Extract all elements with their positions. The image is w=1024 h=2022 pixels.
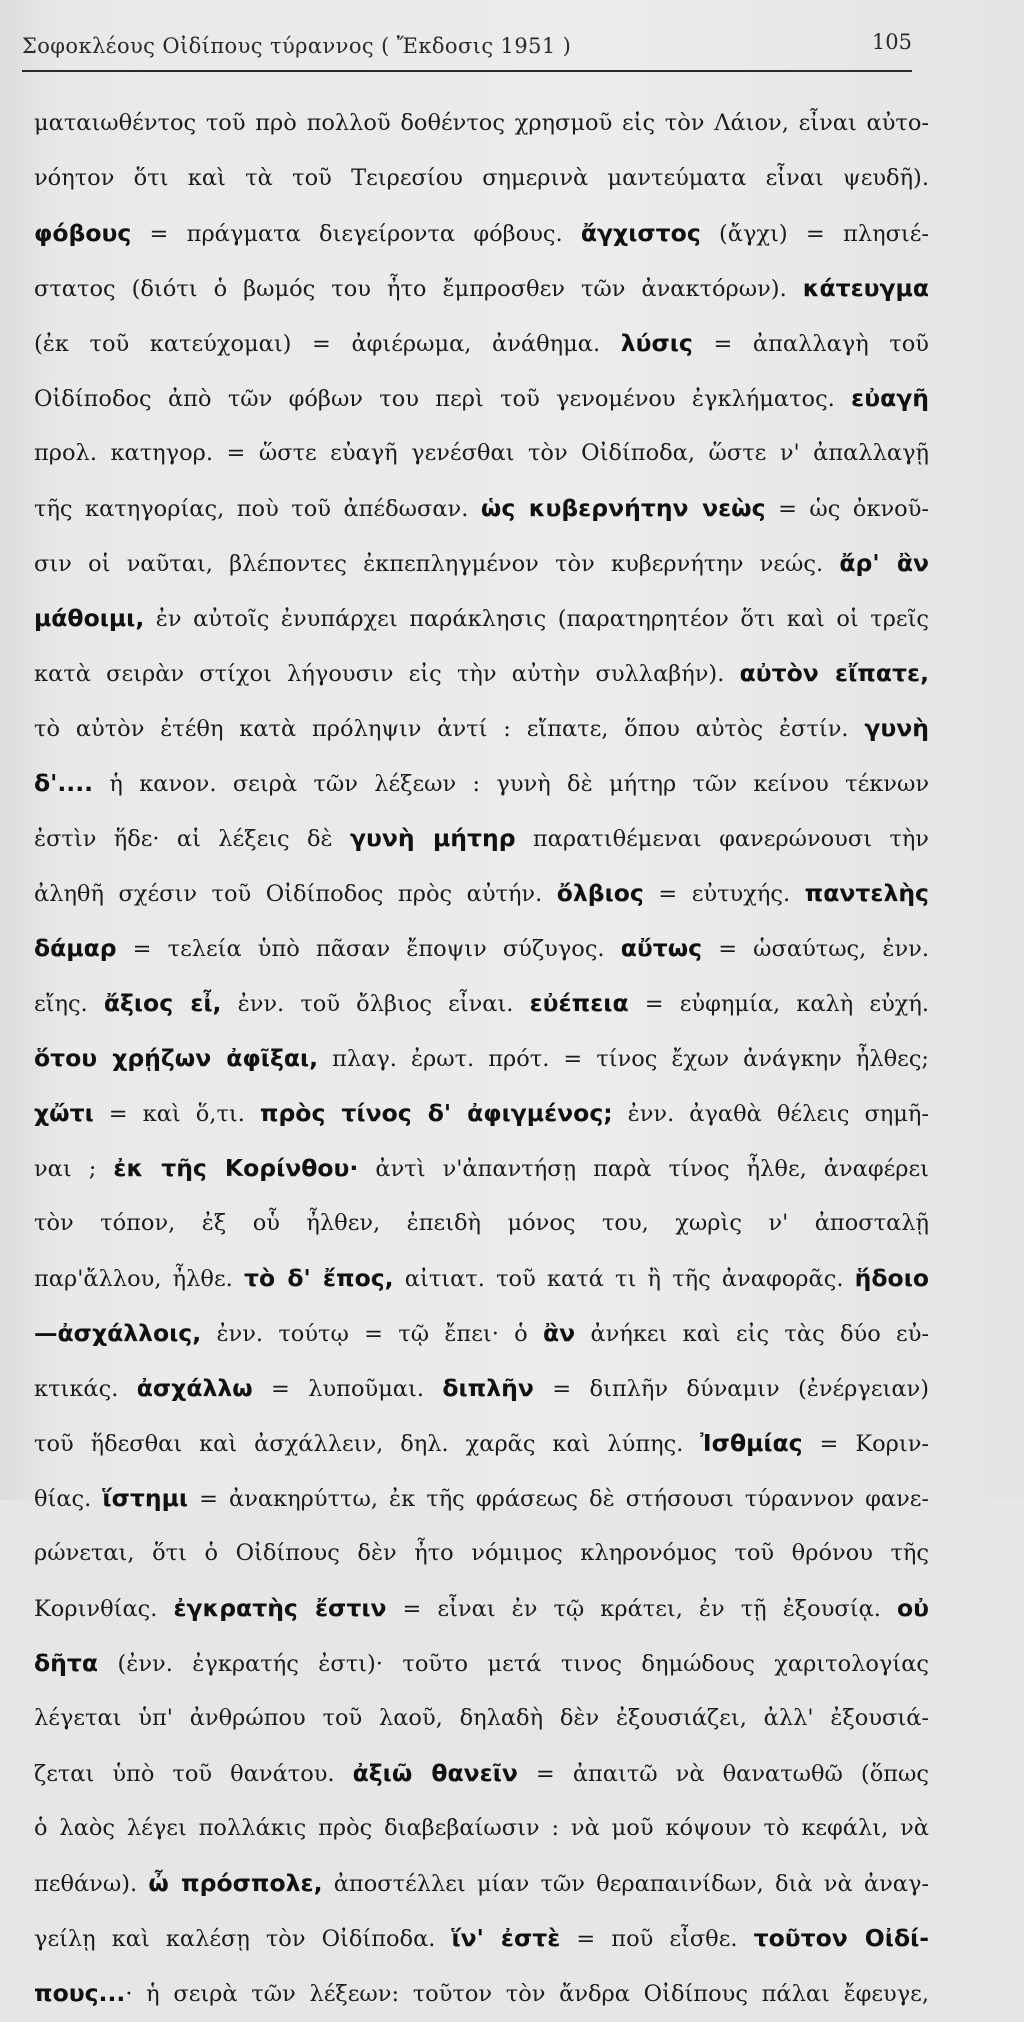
lemma-term: τὸ δ' ἔπος, xyxy=(243,1264,394,1292)
lemma-term: ἂν xyxy=(543,1319,576,1347)
text-line xyxy=(34,1911,929,1966)
lemma-term: ὡς κυβερνήτην νεὼς xyxy=(480,494,766,522)
gloss-text: ναι ; xyxy=(34,1156,114,1182)
gloss-text: παρ'ἄλλου, ἦλθε. xyxy=(34,1266,244,1292)
gloss-text: ἀληθῆ σχέσιν τοῦ Οἰδίποδος πρὸς αὐτήν. xyxy=(34,881,557,907)
gloss-text: = εὐφημία, καλὴ εὐχή. xyxy=(628,991,930,1017)
text-line xyxy=(34,96,929,151)
gloss-text: σιν οἱ ναῦται, βλέποντες ἐκπεπληγμένον τὸν κυβερνήτην νεώς. xyxy=(34,551,840,577)
text-line xyxy=(34,1691,929,1746)
gloss-text: τῆς κατηγορίας, ποὺ τοῦ ἀπέδωσαν. xyxy=(34,496,481,522)
gloss-text: γείλῃ καὶ καλέσῃ τὸν Οἰδίποδα. xyxy=(34,1926,452,1952)
text-line xyxy=(34,1581,929,1636)
lemma-term: εὐαγῆ xyxy=(851,384,929,412)
text-line xyxy=(34,151,929,206)
running-title: Σοφοκλέους Οἰδίπους τύραννος ( Ἔκδοσις 1951 ) xyxy=(22,34,572,58)
gloss-text: = εὐτυχής. xyxy=(643,881,805,907)
text-line xyxy=(34,316,929,371)
text-line xyxy=(34,1471,929,1526)
lemma-term: ἀσχάλλω xyxy=(136,1374,253,1402)
gloss-text: ἡ κανον. σειρὰ τῶν λέξεων : γυνὴ δὲ μήτηρ τῶν κείνου τέκνων xyxy=(93,771,929,797)
lemma-term: δ'.... xyxy=(34,769,94,797)
lemma-term: διπλῆν xyxy=(442,1374,534,1402)
text-line xyxy=(34,261,929,316)
text-line xyxy=(34,1251,929,1306)
gloss-text: ἀντὶ ν'ἀπαντήσῃ παρὰ τίνος ἦλθε, ἀναφέρει xyxy=(358,1156,929,1182)
lemma-term: ὅτου χρῄζων ἀφῖξαι, xyxy=(34,1044,319,1072)
lemma-term: —ἀσχάλλοις, xyxy=(34,1319,202,1347)
gloss-text: τοῦ ἥδεσθαι καὶ ἀσχάλλειν, δηλ. χαρᾶς καὶ λύπης. xyxy=(34,1431,701,1457)
lemma-term: ἀξιῶ θανεῖν xyxy=(352,1759,518,1787)
lemma-term: δῆτα xyxy=(34,1649,99,1677)
text-line xyxy=(34,1141,929,1196)
lemma-term: χὤτι xyxy=(34,1099,94,1127)
text-line xyxy=(34,811,929,866)
text-line xyxy=(34,371,929,426)
gloss-text: πεθάνω). xyxy=(34,1871,149,1897)
lemma-term: ὄλβιος xyxy=(556,879,644,907)
gloss-text: (ἄγχι) = πλησιέ- xyxy=(700,221,930,247)
gloss-text: = ἀπαιτῶ νὰ θανατωθῶ (ὅπως xyxy=(517,1761,929,1787)
lemma-term: πους... xyxy=(34,1979,126,2007)
gloss-text: εἴης. xyxy=(34,991,104,1017)
gloss-text: = διπλῆν δύναμιν (ἐνέργειαν) xyxy=(533,1376,929,1402)
gloss-text: (ἐνν. ἐγκρατής ἐστι)· τοῦτο μετά τινος δημώδους χαριτολογίας xyxy=(98,1651,929,1677)
gloss-text: Οἰδίποδος ἀπὸ τῶν φόβων του περὶ τοῦ γενομένου ἐγκλήματος. xyxy=(34,386,852,412)
text-line xyxy=(34,1526,929,1581)
gloss-text: = εἶναι ἐν τῷ κράτει, ἐν τῇ ἐξουσίᾳ. xyxy=(386,1596,897,1622)
gloss-text: = ὡς ὀκνοῦ- xyxy=(765,496,930,522)
gloss-text: λέγεται ὑπ' ἀνθρώπου τοῦ λαοῦ, δηλαδὴ δὲν ἐξουσιάζει, ἀλλ' ἐξουσιά- xyxy=(34,1705,929,1731)
gloss-text: ἀποστέλλει μίαν τῶν θεραπαινίδων, διὰ νὰ ἀναγ- xyxy=(322,1871,930,1897)
gloss-text: = ἀνακηρύττω, ἐκ τῆς φράσεως δὲ στήσουσι τύραννον φανε- xyxy=(188,1486,930,1512)
gloss-text: = πράγματα διεγείροντα φόβους. xyxy=(131,221,581,247)
lemma-term: ἵστημι xyxy=(102,1484,189,1512)
lemma-term: μάθοιμι, xyxy=(34,604,145,632)
lemma-term: φόβους xyxy=(34,219,132,247)
gloss-text: νόητον ὅτι καὶ τὰ τοῦ Τειρεσίου σημερινὰ μαντεύματα εἶναι ψευδῆ). xyxy=(34,165,929,191)
gloss-text: κτικάς. xyxy=(34,1376,137,1402)
text-line xyxy=(34,1856,929,1911)
gloss-text: ματαιωθέντος τοῦ πρὸ πολλοῦ δοθέντος χρησμοῦ εἰς τὸν Λάιον, εἶναι αὐτο- xyxy=(34,110,929,136)
gloss-text: ἐνν. ἀγαθὰ θέλεις σημῆ- xyxy=(612,1101,929,1127)
lemma-term: πρὸς τίνος δ' ἀφιγμένος; xyxy=(259,1099,613,1127)
text-line xyxy=(34,701,929,756)
gloss-text: Κορινθίας. xyxy=(34,1596,174,1622)
lemma-term: οὐ xyxy=(896,1594,929,1622)
text-line xyxy=(34,1746,929,1801)
lemma-term: παντελὴς xyxy=(804,879,929,907)
text-line xyxy=(34,646,929,701)
lemma-term: ἥδοιο xyxy=(854,1264,929,1292)
lemma-term: αὔτως xyxy=(620,934,703,962)
lemma-term: ἐγκρατὴς ἔστιν xyxy=(173,1594,387,1622)
gloss-text: θίας. xyxy=(34,1486,103,1512)
gloss-text: προλ. κατηγορ. = ὥστε εὐαγῆ γενέσθαι τὸν Οἰδίποδα, ὥστε ν' ἀπαλλαγῇ xyxy=(34,440,929,466)
lemma-term: λύσις xyxy=(620,329,693,357)
lemma-term: ὦ πρόσπολε, xyxy=(148,1869,323,1897)
text-line xyxy=(34,1801,929,1856)
lemma-term: τοῦτον Οἰδί- xyxy=(753,1924,929,1952)
gloss-text: αἰτιατ. τοῦ κατά τι ἢ τῆς ἀναφορᾶς. xyxy=(393,1266,855,1292)
lemma-term: κάτευγμα xyxy=(802,274,929,302)
gloss-text: = λυποῦμαι. xyxy=(252,1376,443,1402)
text-line xyxy=(34,426,929,481)
lemma-term: εὐέπεια xyxy=(529,989,629,1017)
lemma-term: ἵν' ἐστὲ xyxy=(451,1924,561,1952)
text-line xyxy=(34,536,929,591)
gloss-text: ἐνν. τούτῳ = τῷ ἔπει· ὁ xyxy=(201,1321,544,1347)
gloss-text: κατὰ σειρὰν στίχοι λήγουσιν εἰς τὴν αὐτὴν συλλαβήν). xyxy=(34,661,740,687)
gloss-text: τὸ αὐτὸν ἐτέθη κατὰ πρόληψιν ἀντί : εἴπατε, ὅπου αὐτὸς ἐστίν. xyxy=(34,716,865,742)
gloss-text: παρατιθέμεναι φανερώνουσι τὴν xyxy=(515,826,929,852)
text-line xyxy=(34,866,929,921)
gloss-text: = τελεία ὑπὸ πᾶσαν ἔποψιν σύζυγος. xyxy=(116,936,621,962)
text-line xyxy=(34,591,929,646)
text-line xyxy=(34,206,929,261)
text-line xyxy=(34,1196,929,1251)
gloss-text: πλαγ. ἐρωτ. πρότ. = τίνος ἔχων ἀνάγκην ἦλθες; xyxy=(318,1046,929,1072)
gloss-text: (ἐκ τοῦ κατεύχομαι) = ἀφιέρωμα, ἀνάθημα. xyxy=(34,331,621,357)
text-line xyxy=(34,976,929,1031)
lemma-term: αὐτὸν εἴπατε, xyxy=(739,659,929,687)
lemma-term: γυνὴ μήτηρ xyxy=(349,824,516,852)
text-line xyxy=(34,1031,929,1086)
gloss-text: ἀνήκει καὶ εἰς τὰς δύο εὐ- xyxy=(575,1321,929,1347)
lemma-term: ἄρ' ἂν xyxy=(839,549,929,577)
gloss-text: = καὶ ὅ,τι. xyxy=(93,1101,260,1127)
lemma-term: Ἰσθμίας xyxy=(700,1429,803,1457)
gloss-text: στατος (διότι ὁ βωμός του ἦτο ἔμπροσθεν τῶν ἀνακτόρων). xyxy=(34,276,803,302)
running-header xyxy=(22,30,912,72)
gloss-text: ἐν αὐτοῖς ἐνυπάρχει παράκλησις (παρατηρητέον ὅτι καὶ οἱ τρεῖς xyxy=(144,606,929,632)
gloss-text: ἐστὶν ἥδε· αἱ λέξεις δὲ xyxy=(34,826,350,852)
lemma-term: δάμαρ xyxy=(34,934,117,962)
lemma-term: ἐκ τῆς Κορίνθου· xyxy=(113,1154,359,1182)
page-number: 105 xyxy=(871,30,912,54)
gloss-text: = ἀπαλλαγὴ τοῦ xyxy=(692,331,929,357)
text-line xyxy=(34,1636,929,1691)
text-line xyxy=(34,1966,929,2021)
lemma-term: ἄγχιστος xyxy=(580,219,701,247)
text-line xyxy=(34,1086,929,1141)
text-line xyxy=(34,1416,929,1471)
lemma-term: γυνὴ xyxy=(864,714,929,742)
gloss-text: = Κοριν- xyxy=(802,1431,930,1457)
commentary-text xyxy=(34,96,929,2021)
gloss-text: ἐνν. τοῦ ὄλβιος εἶναι. xyxy=(221,991,530,1017)
gloss-text: ζεται ὑπὸ τοῦ θανάτου. xyxy=(34,1761,353,1787)
gloss-text: ρώνεται, ὅτι ὁ Οἰδίπους δὲν ἦτο νόμιμος κληρονόμος τοῦ θρόνου τῆς xyxy=(34,1540,929,1566)
gloss-text: τὸν τόπον, ἐξ οὗ ἦλθεν, ἐπειδὴ μόνος του, χωρὶς ν' ἀποσταλῇ xyxy=(34,1210,929,1236)
gloss-text: = ποῦ εἶσθε. xyxy=(560,1926,754,1952)
text-line xyxy=(34,481,929,536)
text-line xyxy=(34,756,929,811)
lemma-term: ἄξιος εἶ, xyxy=(103,989,222,1017)
text-line xyxy=(34,1306,929,1361)
text-line xyxy=(34,1361,929,1416)
text-line xyxy=(34,921,929,976)
gloss-text: = ὡσαύτως, ἐνν. xyxy=(702,936,929,962)
gloss-text: · ἡ σειρὰ τῶν λέξεων: τοῦτον τὸν ἄνδρα Οἰδίπους πάλαι ἔφευγε, xyxy=(125,1981,929,2007)
gloss-text: ὁ λαὸς λέγει πολλάκις πρὸς διαβεβαίωσιν : νὰ μοῦ κόψουν τὸ κεφάλι, νὰ xyxy=(34,1815,929,1841)
